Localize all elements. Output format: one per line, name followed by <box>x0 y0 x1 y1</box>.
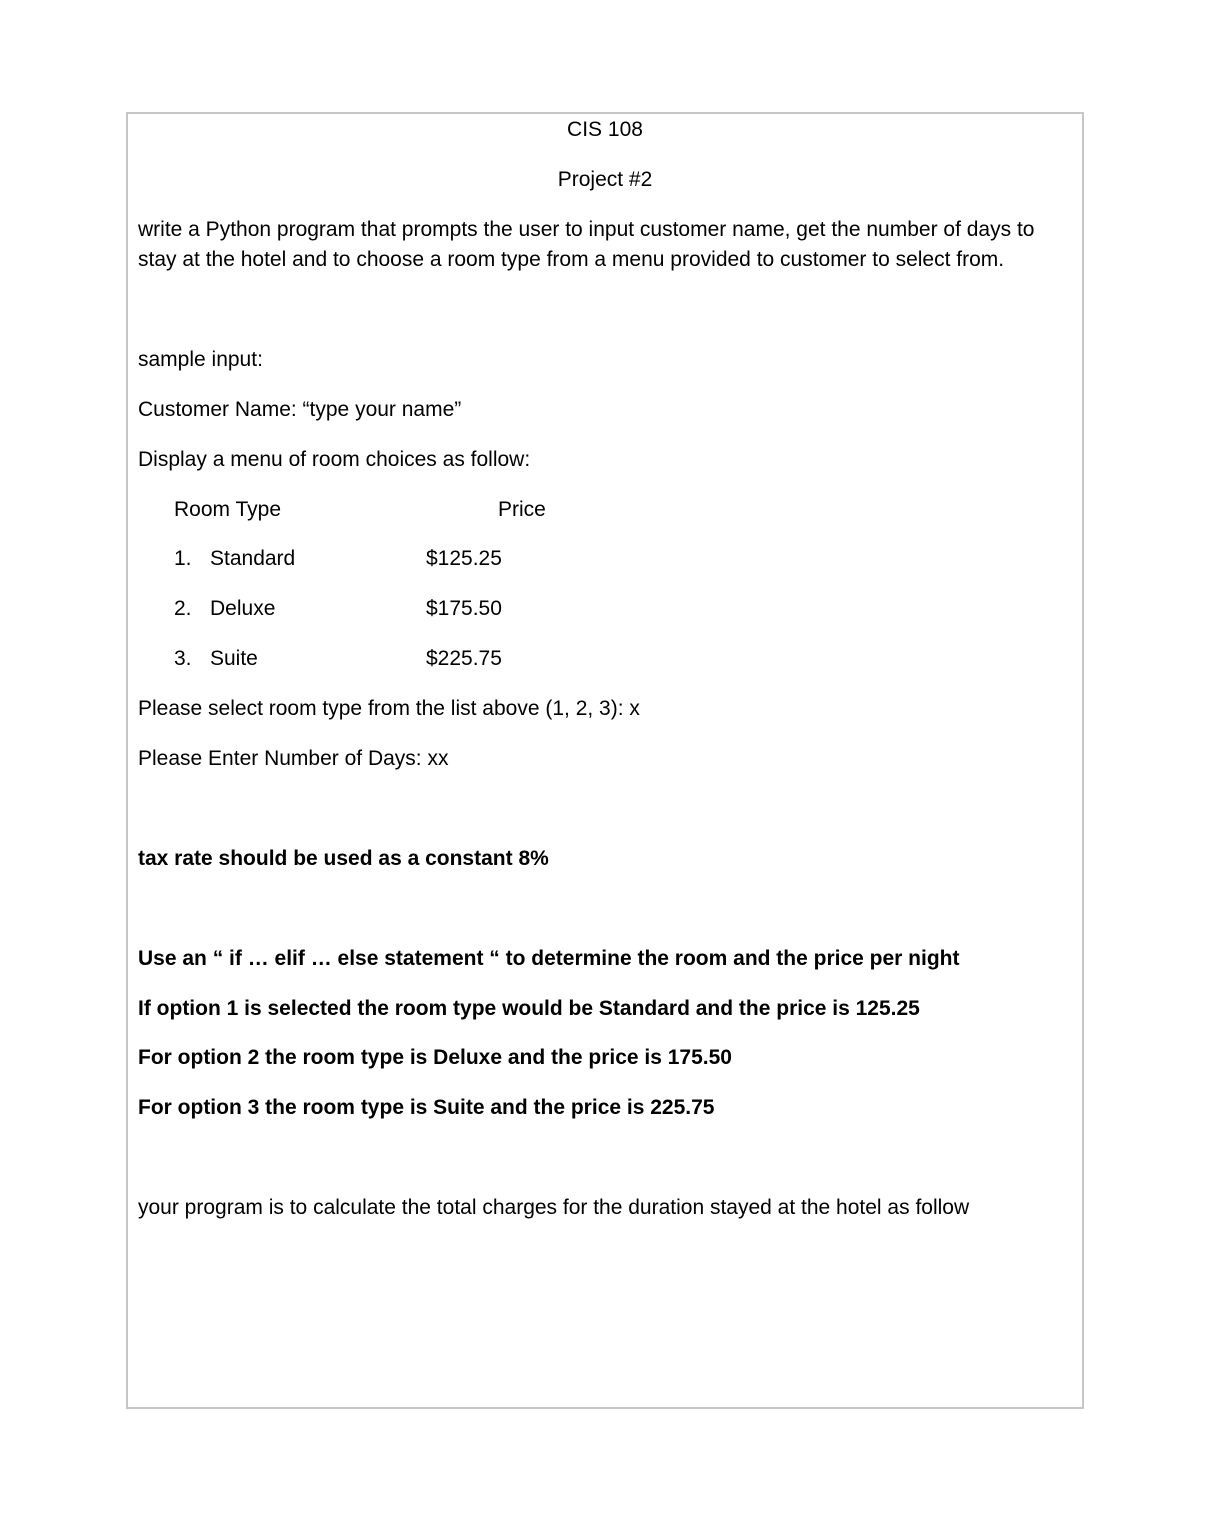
tax-note: tax rate should be used as a constant 8% <box>138 847 549 870</box>
menu-item-price: $225.75 <box>426 647 502 670</box>
rule-line: For option 3 the room type is Suite and the price is 225.75 <box>138 1096 715 1119</box>
menu-header-room-type: Room Type <box>174 498 281 521</box>
menu-item-price: $125.25 <box>426 547 502 570</box>
intro-paragraph: write a Python program that prompts the user to input customer name, get the number of days to stay at the hotel and to choose a room type from a menu provided to customer to select from. <box>138 218 1035 271</box>
menu-item-name: Standard <box>210 547 296 570</box>
rule-line: Use an “ if … elif … else statement “ to determine the room and the price per night <box>138 947 960 970</box>
menu-header-price: Price <box>498 498 546 521</box>
rule-line: If option 1 is selected the room type would be Standard and the price is 125.25 <box>138 997 920 1020</box>
project-title: Project #2 <box>557 168 653 191</box>
menu-item-number: 3. <box>174 647 192 670</box>
menu-intro: Display a menu of room choices as follow: <box>138 448 531 471</box>
calc-note: your program is to calculate the total charges for the duration stayed at the hotel as follow <box>138 1196 970 1219</box>
course-title: CIS 108 <box>567 118 643 141</box>
customer-name-line: Customer Name: “type your name” <box>138 398 462 421</box>
days-prompt: Please Enter Number of Days: xx <box>138 747 449 770</box>
menu-item-name: Suite <box>210 647 258 670</box>
rule-line: For option 2 the room type is Deluxe and the price is 175.50 <box>138 1046 732 1069</box>
sample-input-label: sample input: <box>138 348 263 371</box>
menu-item-number: 1. <box>174 547 192 570</box>
menu-item-number: 2. <box>174 597 192 620</box>
menu-item-name: Deluxe <box>210 597 276 620</box>
menu-item-price: $175.50 <box>426 597 502 620</box>
select-prompt: Please select room type from the list above (1, 2, 3): x <box>138 697 640 720</box>
